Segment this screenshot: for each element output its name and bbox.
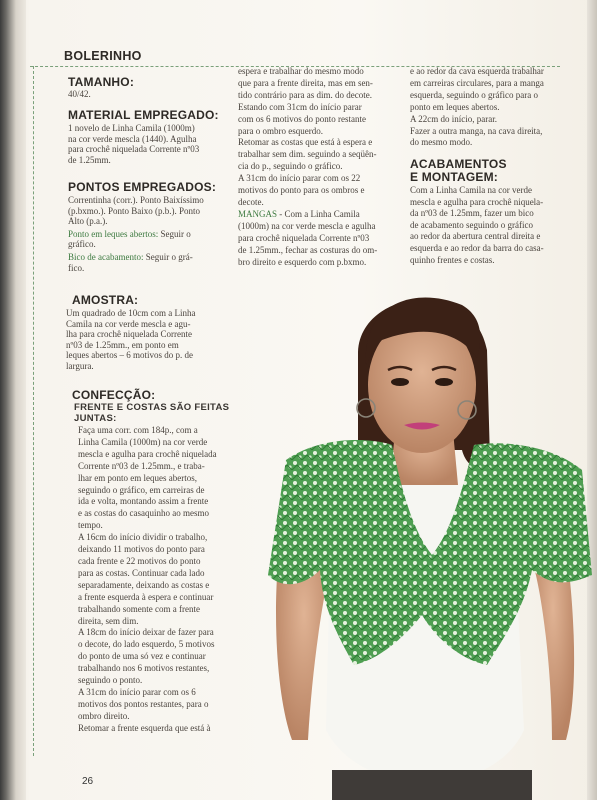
amostra-text: Um quadrado de 10cm com a Linha Camila na cor verde mescla e agu- lha para crochê niquelada Corrente nº03 de 1.25mm., em ponto em leques abertos – 6 motivos do p. de largura.: [66, 308, 196, 371]
confeccao-text: Faça uma corr. com 184p., com a Linha Camila (1000m) na cor verde mescla e agulha para crochê niquelada Corrente nº03 de 1.25mm., e traba- lhar em ponto em leques abertos, seguindo o gráfico, em carreiras de ida e volta, montando assim a frente e as costas do casaquinho ao mesmo tempo. A 16cm do início dividir o trabalho, deixando 11 motivos do ponto para cada frente e 22 motivos do ponto para as costas. Continuar cada lado separadamente, deixando as costas e a frente esquerda à espera e continuar trabalhando somente com a frente direita, sem dim. A 18cm do início deixar de fazer para o decote, do lado esquerdo, 5 motivos do ponto de uma só vez e continuar trabalhando nos 6 motivos restantes, seguindo o ponto. A 31cm do início parar com os 6 motivos dos pontos restantes, para o ombro direito. Retomar a frente esquerda que está à: [78, 425, 217, 733]
leques-label: Ponto em leques abertos:: [68, 228, 159, 239]
bico-label: Bico de acabamento:: [68, 251, 144, 262]
section-heading-amostra: AMOSTRA:: [72, 293, 139, 307]
model-photo: [262, 270, 597, 800]
acabamentos-text: Com a Linha Camila na cor verde mescla e agulha para crochê niquela- da nº03 de 1.25mm, fazer um bico de acabamento seguindo o gráfico ao redor da abertura central direita e esquerda e ao redor da barra do casa- quinho frentes e costas.: [410, 185, 544, 265]
material-text: 1 novelo de Linha Camila (1000m) na cor verde mescla (1440). Agulha para crochê niquelada Corrente nº03 de 1.25mm.: [68, 123, 200, 165]
column3-text: e ao redor da cava esquerda trabalhar em carreiras circulares, para a manga esquerda, seguindo o gráfico para o ponto em leques abertos. A 22cm do início, parar. Fazer a outra manga, na cava direita, do mesmo modo.: [410, 66, 544, 148]
section-heading-pontos: PONTOS EMPREGADOS:: [68, 180, 217, 194]
book-spine-shadow: [0, 0, 26, 800]
confeccao-subheading: FRENTE E COSTAS SÃO FEITAS JUNTAS:: [74, 402, 230, 424]
mangas-label: MANGAS: [238, 208, 278, 219]
section-heading-confeccao: CONFECÇÃO:: [72, 388, 156, 402]
page-number: 26: [82, 776, 94, 787]
jeans: [332, 770, 532, 800]
section-heading-tamanho: TAMANHO:: [68, 75, 135, 89]
right-eye: [435, 378, 453, 386]
left-eye: [391, 378, 409, 386]
section-heading-material: MATERIAL EMPREGADO:: [68, 108, 219, 122]
pontos-text: Correntinha (corr.). Ponto Baixíssimo (p.bxmo.). Ponto Baixo (p.b.). Ponto Alto (p.a.). Ponto em leques abertos: Seguir o gráfico. Bico de acabamento: Seguir o grá- fico.: [68, 195, 204, 273]
tamanho-text: 40/42.: [68, 89, 91, 99]
page-title: BOLERINHO: [64, 49, 142, 63]
column2-text: espera e trabalhar do mesmo modo que para a frente direita, mas em sen- tido contrário para as dim. do decote. Estando com 31cm do início parar com os 6 motivos do ponto restante para o ombro esquerdo. Retomar as costas que está à espera e trabalhar sem dim. seguindo a seqüên- cia do p., seguindo o gráfico. A 31cm do início parar com os 22 motivos do ponto para os ombros e decote. MANGAS - Com a Linha Camila (1000m) na cor verde mescla e agulha para crochê niquelada Corrente nº03 de 1.25mm., fechar as costuras do om- bro direito e esquerdo com p.bxmo.: [238, 66, 378, 267]
section-heading-acabamentos: ACABAMENTOS E MONTAGEM:: [410, 157, 507, 184]
dashed-rule-vertical: [33, 66, 34, 756]
